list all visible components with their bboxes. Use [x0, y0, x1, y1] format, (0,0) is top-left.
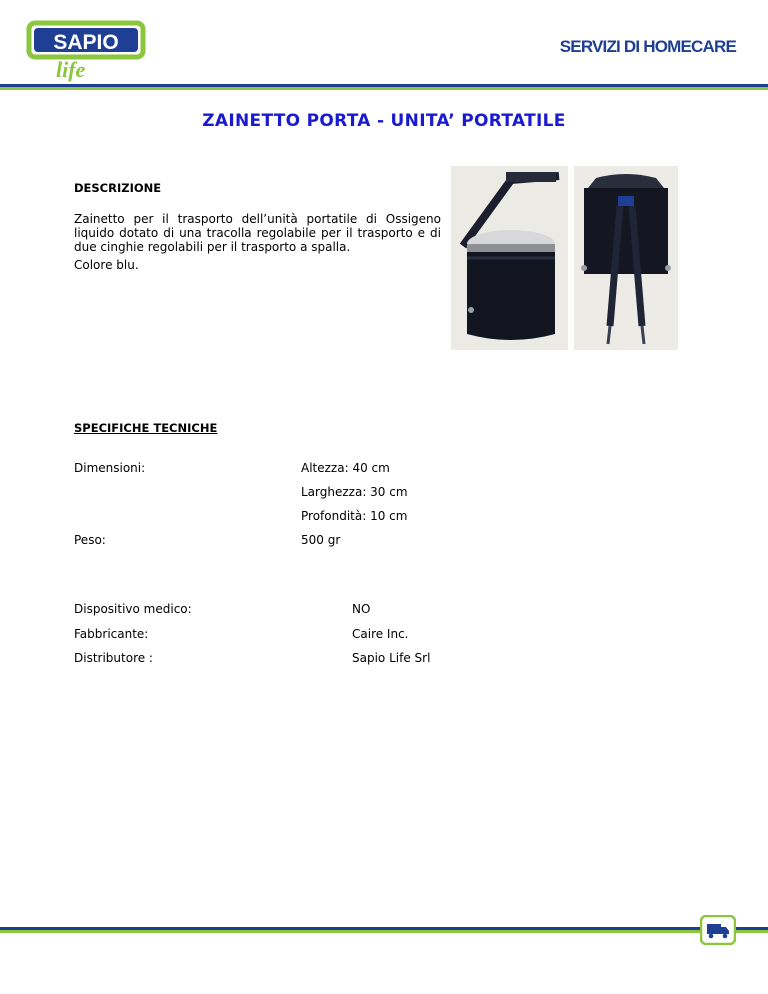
description-text: [74, 212, 441, 272]
dimension-height: Altezza: 40 cm: [301, 461, 390, 475]
specs-heading: SPECIFICHE TECNICHE: [74, 421, 218, 435]
truck-icon: [700, 915, 736, 945]
document-title: ZAINETTO PORTA - UNITA’ PORTATILE: [202, 111, 566, 131]
dimension-depth: Profondità: 10 cm: [301, 509, 408, 523]
sapio-life-logo: [26, 20, 146, 82]
medical-device-value: NO: [352, 602, 371, 616]
medical-device-label: Dispositivo medico:: [74, 602, 192, 616]
description-paragraph: Zainetto per il trasporto dell’unità portatile di Ossigeno liquido dotato di una tracolla regolabile per il trasporto e di due cinghie regolabili per il trasporto a spalla.: [74, 212, 441, 254]
weight-value: 500 gr: [301, 533, 341, 547]
footer-band-green: [0, 930, 768, 933]
header-title: SERVIZI DI HOMECARE: [559, 37, 736, 56]
distributor-value: Sapio Life Srl: [352, 651, 431, 665]
logo-main-text: SAPIO: [53, 31, 119, 54]
manufacturer-label: Fabbricante:: [74, 627, 149, 641]
logo-sub-text: life: [56, 57, 86, 82]
weight-label: Peso:: [74, 533, 106, 547]
header-band-green: [0, 87, 768, 90]
dimension-width: Larghezza: 30 cm: [301, 485, 408, 499]
backpack-photo-front: [451, 166, 568, 350]
dimensions-label: Dimensioni:: [74, 461, 146, 475]
backpack-photo-back: [574, 166, 678, 350]
distributor-label: Distributore :: [74, 651, 153, 665]
description-paragraph: Colore blu.: [74, 258, 139, 272]
description-heading: DESCRIZIONE: [74, 181, 162, 195]
manufacturer-value: Caire Inc.: [352, 627, 409, 641]
